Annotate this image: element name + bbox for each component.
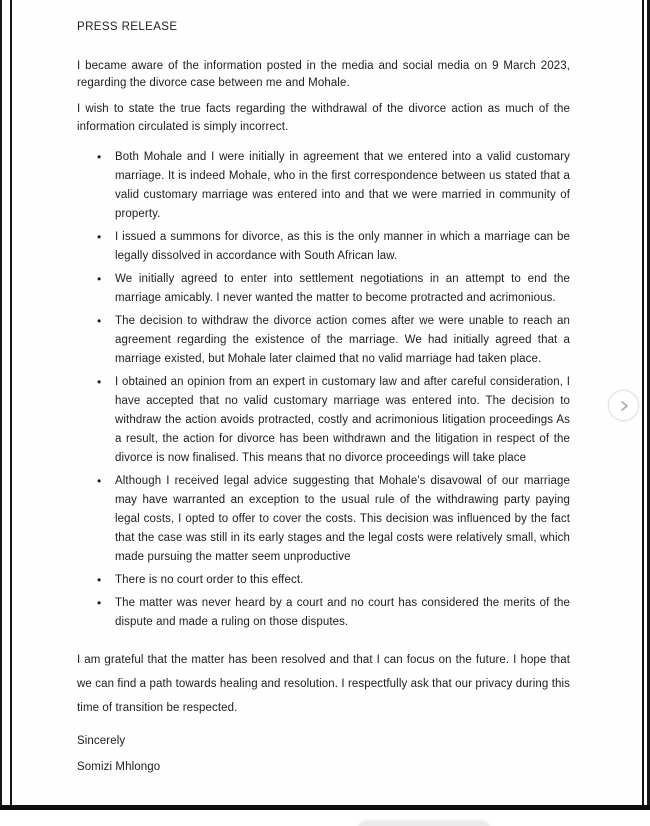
bullet-item: • There is no court order to this effect. xyxy=(77,571,570,590)
bullet-item: • We initially agreed to enter into settlement negotiations in an attempt to end the marriage amicably. I never wanted the matter to become protracted and acrimonious. xyxy=(77,270,570,308)
facts-bullet-list xyxy=(77,148,570,632)
chevron-right-icon xyxy=(618,400,630,412)
statement-paragraph: I wish to state the true facts regarding the withdrawal of the divorce action as much of the information circulated is simply incorrect. xyxy=(77,103,570,133)
press-release-page xyxy=(10,0,644,805)
closing-paragraph: I am grateful that the matter has been resolved and that I can focus on the future. I hope that we can find a path towards healing and resolution. I respectfully ask that our privacy during this time of transition be respected. xyxy=(77,654,570,714)
intro-paragraph: I became aware of the information posted in the media and social media on 9 March 2023, regarding the divorce case between me and Mohale. xyxy=(77,60,570,89)
next-image-button[interactable] xyxy=(608,390,639,421)
press-release-content xyxy=(12,0,642,774)
photo-bottom-border xyxy=(0,805,650,810)
press-release-title: PRESS RELEASE xyxy=(77,21,178,33)
signoff-sincerely: Sincerely xyxy=(77,735,126,747)
bullet-item: • The decision to withdraw the divorce action comes after we were unable to reach an agreement regarding the existence of the marriage. We had initially agreed that a marriage existed, but Mohale later claimed that no valid marriage had taken place. xyxy=(77,312,570,369)
signoff-name: Somizi Mhlongo xyxy=(77,761,161,773)
bullet-item: • Both Mohale and I were initially in agreement that we entered into a valid customary marriage. It is indeed Mohale, who in the first correspondence between us stated that a valid customary marriage was entered into and that we were married in community of property. xyxy=(77,148,570,224)
bullet-item: • I obtained an opinion from an expert in customary law and after careful consideration, I have accepted that no valid customary marriage was entered into. The decision to withdraw the action avoids protracted, costly and acrimonious litigation proceedings As a result, the action for divorce has been withdrawn and the litigation in respect of the divorce is now finalised. This means that no divorce proceedings will take place xyxy=(77,373,570,468)
blurred-element-peek xyxy=(358,820,490,826)
bullet-item: • Although I received legal advice suggesting that Mohale's disavowal of our marriage may have warranted an exception to the usual rule of the withdrawing party paying legal costs, I opted to offer to cover the costs. This decision was influenced by the fact that the case was still in its early stages and the legal costs were relatively small, which made pursuing the matter seem unproductive xyxy=(77,472,570,567)
bullet-item: • The matter was never heard by a court and no court has considered the merits of the dispute and made a ruling on those disputes. xyxy=(77,594,570,632)
photo-left-edge xyxy=(0,0,2,810)
bullet-item: • I issued a summons for divorce, as this is the only manner in which a marriage can be legally dissolved in accordance with South African law. xyxy=(77,228,570,266)
